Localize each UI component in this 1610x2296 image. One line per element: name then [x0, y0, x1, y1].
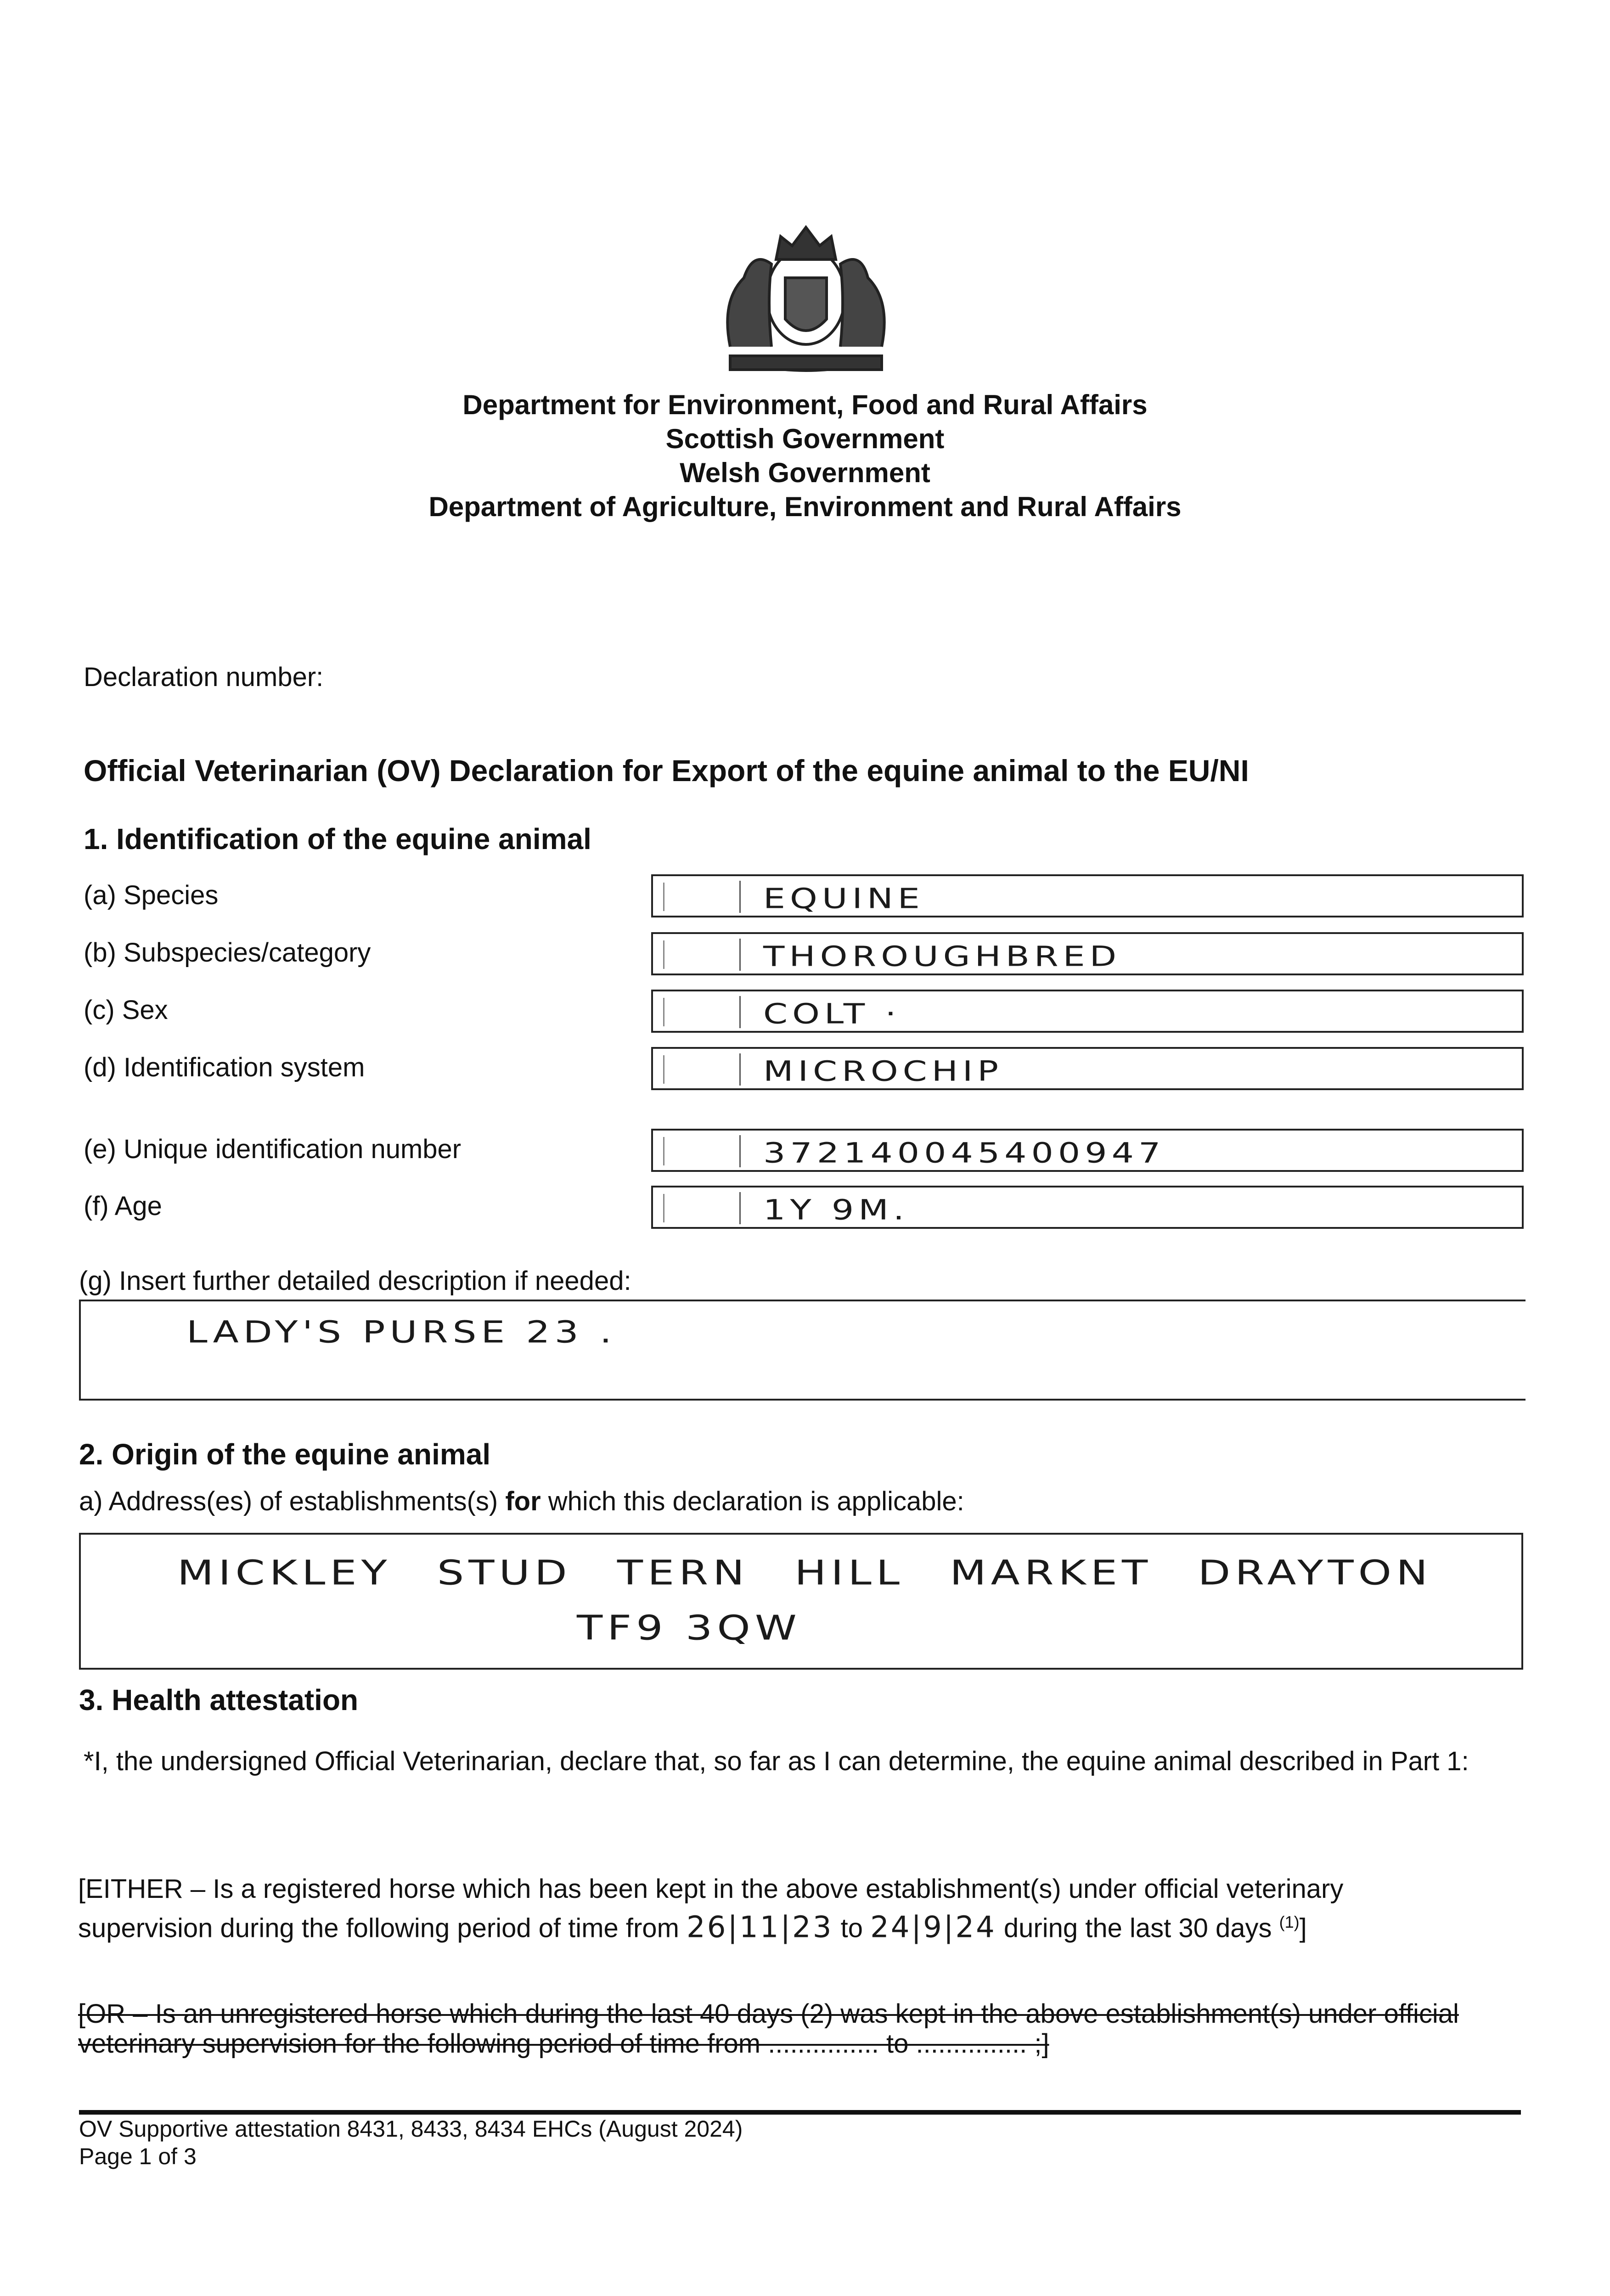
sex-label: (c) Sex: [84, 995, 168, 1025]
species-field[interactable]: [651, 874, 1524, 917]
uid-label: (e) Unique identification number: [84, 1134, 462, 1164]
further-description-field[interactable]: [79, 1300, 1526, 1401]
section-3-heading: 3. Health attestation: [79, 1683, 359, 1716]
declaration-number-label: Declaration number:: [84, 662, 324, 692]
footer-page-number: Page 1 of 3: [79, 2144, 197, 2169]
department-welsh-government: Welsh Government: [680, 457, 930, 488]
field-tick: [663, 1137, 664, 1165]
either-close: ]: [1299, 1913, 1307, 1943]
identification-system-label: (d) Identification system: [84, 1052, 365, 1082]
subspecies-field[interactable]: [651, 932, 1524, 975]
address-field[interactable]: [79, 1533, 1523, 1670]
age-label: (f) Age: [84, 1191, 162, 1221]
uid-field[interactable]: [651, 1129, 1524, 1172]
section-2-heading: 2. Origin of the equine animal: [79, 1438, 491, 1471]
or-line-1: [OR – Is an unregistered horse which during the last 40 days (2) was kept in the above establishment(s) under official: [78, 1999, 1459, 2029]
field-divider: [739, 1053, 741, 1086]
address-label-post: which this declaration is applicable:: [540, 1486, 964, 1516]
either-line-2-pre: supervision during the following period of time from: [78, 1913, 679, 1943]
address-label-pre: a) Address(es) of establishments(s): [79, 1486, 506, 1516]
footer-attestation: OV Supportive attestation 8431, 8433, 8434 EHCs (August 2024): [79, 2116, 743, 2142]
page-title: Official Veterinarian (OV) Declaration for Export of the equine animal to the EU/NI: [84, 754, 1249, 788]
subspecies-value: THOROUGHBRED: [763, 940, 1121, 973]
field-tick: [663, 1194, 664, 1222]
further-description-label: (g) Insert further detailed description if needed:: [79, 1266, 631, 1296]
field-divider: [739, 881, 741, 913]
field-divider: [739, 1192, 741, 1224]
further-description-value: LADY'S PURSE 23 .: [186, 1315, 616, 1350]
sex-value: COLT ·: [763, 997, 901, 1030]
field-divider: [739, 1135, 741, 1167]
field-tick: [663, 883, 664, 911]
address-line-2: TF9 3QW: [577, 1608, 801, 1648]
footer-divider: [79, 2110, 1521, 2115]
department-daera: Department of Agriculture, Environment and Rural Affairs: [428, 491, 1182, 522]
section-1-heading: 1. Identification of the equine animal: [84, 822, 591, 855]
address-label-bold: for: [505, 1486, 541, 1516]
identification-system-value: MICROCHIP: [763, 1054, 1003, 1088]
date-from-value: 26|11|23: [687, 1910, 833, 1945]
field-tick: [663, 998, 664, 1026]
species-value: EQUINE: [763, 882, 924, 915]
field-divider: [739, 996, 741, 1028]
department-scottish-government: Scottish Government: [665, 423, 945, 454]
footnote-1: (1): [1279, 1913, 1300, 1931]
health-attestation-intro: *I, the undersigned Official Veterinarian, declare that, so far as I can determine, the equine animal described in Part 1:: [84, 1746, 1469, 1776]
subspecies-label: (b) Subspecies/category: [84, 938, 371, 968]
field-tick: [663, 940, 664, 969]
age-field[interactable]: [651, 1186, 1524, 1229]
sex-field[interactable]: [651, 990, 1524, 1033]
either-line-2-post: during the last 30 days: [1003, 1913, 1272, 1943]
identification-system-field[interactable]: [651, 1047, 1524, 1090]
department-defra: Department for Environment, Food and Rural Affairs: [462, 389, 1148, 420]
field-tick: [663, 1055, 664, 1084]
uid-value: 372140045400947: [763, 1136, 1165, 1170]
either-to: to: [840, 1913, 863, 1943]
or-line-2: veterinary supervision for the following period of time from ............... to ............... ;]: [78, 2029, 1049, 2059]
address-label: [79, 1486, 964, 1518]
field-divider: [739, 939, 741, 971]
date-to-value: 24|9|24: [870, 1910, 996, 1945]
species-label: (a) Species: [84, 880, 219, 910]
royal-coat-of-arms-logo: [703, 209, 909, 379]
age-value: 1Y 9M.: [763, 1193, 909, 1227]
address-line-1: MICKLEY STUD TERN HILL MARKET DRAYTON: [177, 1553, 1432, 1593]
either-line-1: [EITHER – Is a registered horse which has been kept in the above establishment(s) under official veterinary: [78, 1874, 1344, 1904]
either-line-2: [78, 1906, 1520, 1945]
